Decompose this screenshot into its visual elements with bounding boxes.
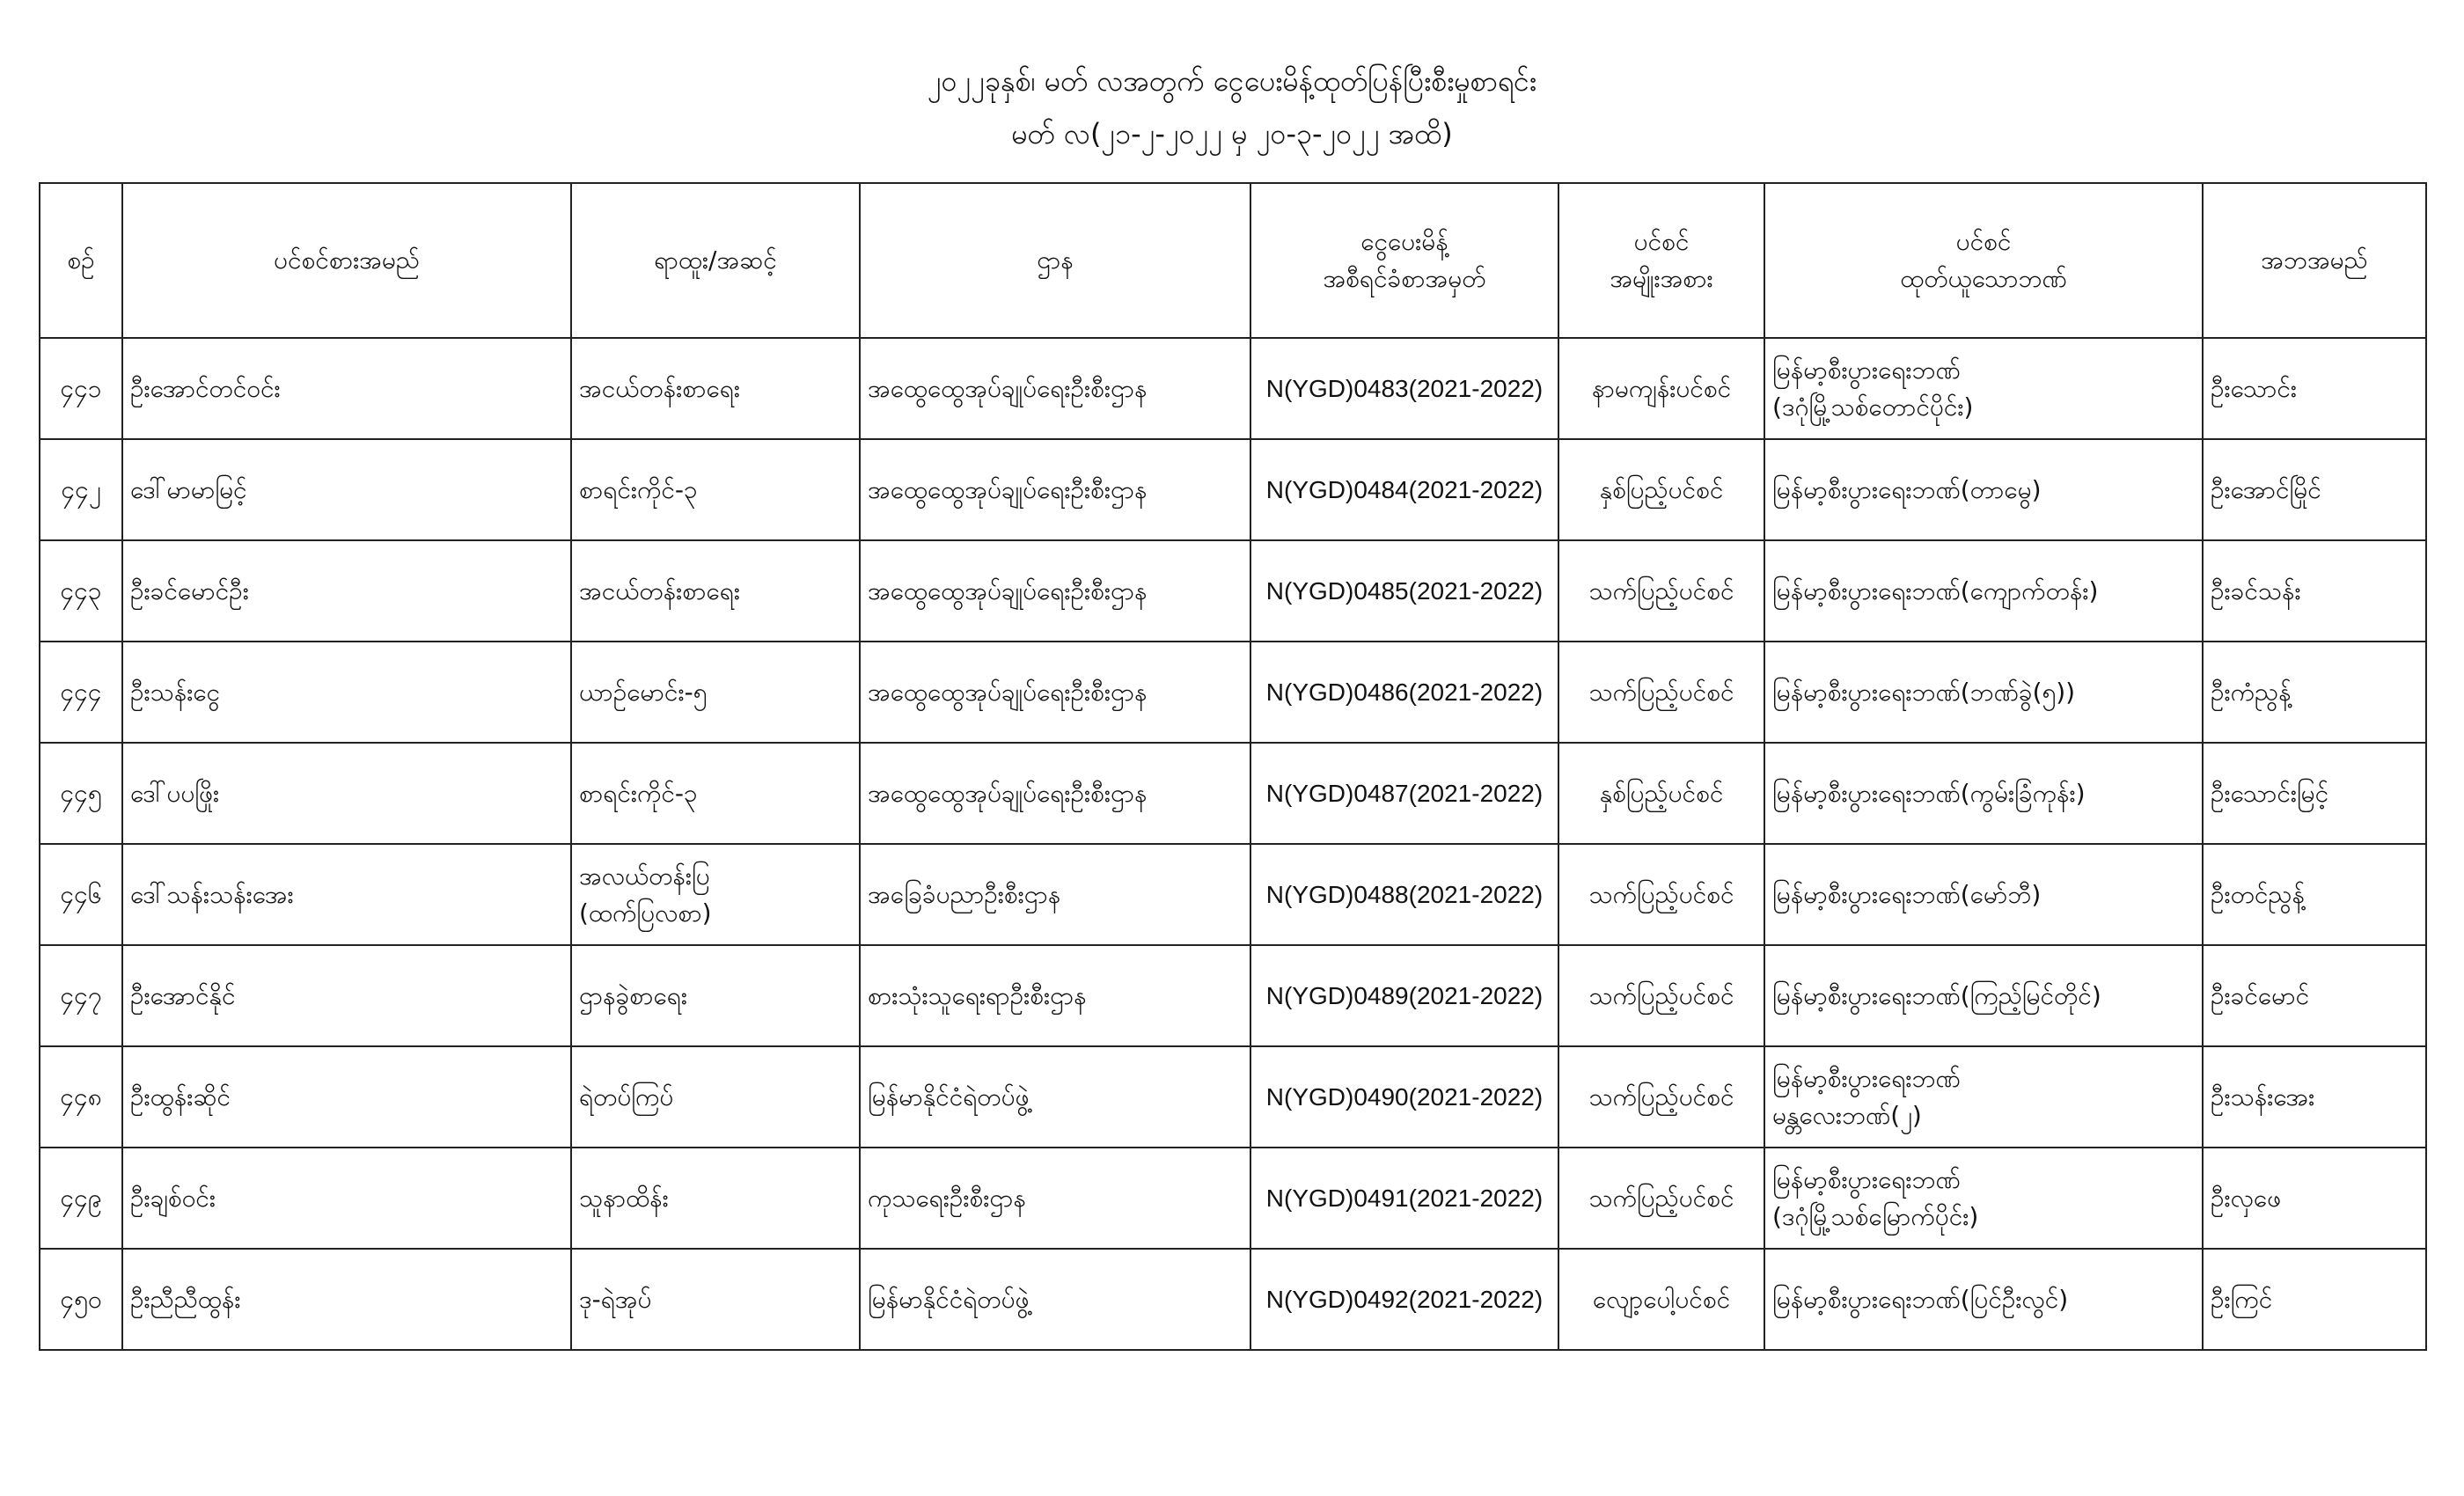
cell-order-number: N(YGD)0487(2021-2022) xyxy=(1250,743,1558,844)
cell-rank: ဒု-ရဲအုပ် xyxy=(571,1249,860,1350)
pension-table xyxy=(39,182,2427,1351)
cell-bank: မြန်မာ့စီးပွားရေးဘဏ်(ကြည့်မြင်တိုင်) xyxy=(1764,945,2203,1046)
cell-department: အခြေခံပညာဦးစီးဌာန xyxy=(860,844,1250,945)
cell-father-name: ဦးကံညွန့် xyxy=(2203,642,2426,743)
cell-department: အထွေထွေအုပ်ချုပ်ရေးဦးစီးဌာန xyxy=(860,439,1250,540)
title-line-2: မတ် လ(၂၁-၂-၂၀၂၂ မှ ၂၀-၃-၂၀၂၂ အထိ) xyxy=(1011,117,1453,150)
cell-rank: အငယ်တန်းစာရေး xyxy=(571,540,860,642)
table-row xyxy=(40,844,2426,945)
cell-rank: အငယ်တန်းစာရေး xyxy=(571,338,860,439)
cell-pensioner-name: ဒေါ်မာမာမြင့် xyxy=(122,439,571,540)
table-row xyxy=(40,338,2426,439)
header-no: စဉ် xyxy=(40,183,122,338)
table-header-row xyxy=(40,183,2426,338)
header-order-number: ငွေပေးမိန့် အစီရင်ခံစာအမှတ် xyxy=(1250,183,1558,338)
table-row xyxy=(40,945,2426,1046)
cell-order-number: N(YGD)0488(2021-2022) xyxy=(1250,844,1558,945)
header-pension-type: ပင်စင် အမျိုးအစား xyxy=(1558,183,1764,338)
cell-order-number: N(YGD)0485(2021-2022) xyxy=(1250,540,1558,642)
cell-pension-type: သက်ပြည့်ပင်စင် xyxy=(1558,642,1764,743)
cell-department: အထွေထွေအုပ်ချုပ်ရေးဦးစီးဌာန xyxy=(860,540,1250,642)
cell-father-name: ဦးသန်းအေး xyxy=(2203,1046,2426,1148)
cell-pensioner-name: ဦးအောင်နိုင် xyxy=(122,945,571,1046)
cell-bank: မြန်မာ့စီးပွားရေးဘဏ်(ပြင်ဦးလွင်) xyxy=(1764,1249,2203,1350)
cell-department: အထွေထွေအုပ်ချုပ်ရေးဦးစီးဌာန xyxy=(860,338,1250,439)
cell-pensioner-name: ဦးခင်မောင်ဦး xyxy=(122,540,571,642)
cell-father-name: ဦးကြင် xyxy=(2203,1249,2426,1350)
cell-row-number: ၄၄၅ xyxy=(40,743,122,844)
cell-bank: မြန်မာ့စီးပွားရေးဘဏ်(တာမွေ) xyxy=(1764,439,2203,540)
cell-bank: မြန်မာ့စီးပွားရေးဘဏ် မန္တလေးဘဏ်(၂) xyxy=(1764,1046,2203,1148)
cell-department: မြန်မာနိုင်ငံရဲတပ်ဖွဲ့ xyxy=(860,1046,1250,1148)
cell-rank: ရဲတပ်ကြပ် xyxy=(571,1046,860,1148)
cell-pensioner-name: ဦးချစ်ဝင်း xyxy=(122,1148,571,1249)
cell-pension-type: နှစ်ပြည့်ပင်စင် xyxy=(1558,439,1764,540)
cell-pension-type: သက်ပြည့်ပင်စင် xyxy=(1558,540,1764,642)
cell-pensioner-name: ဒေါ်သန်းသန်းအေး xyxy=(122,844,571,945)
cell-father-name: ဦးသောင်း xyxy=(2203,338,2426,439)
cell-pensioner-name: ဒေါ်ပပဖြိုး xyxy=(122,743,571,844)
cell-pension-type: သက်ပြည့်ပင်စင် xyxy=(1558,1148,1764,1249)
cell-bank: မြန်မာ့စီးပွားရေးဘဏ်(ကွမ်းခြံကုန်း) xyxy=(1764,743,2203,844)
cell-bank: မြန်မာ့စီးပွားရေးဘဏ် (ဒဂုံမြို့သစ်မြောက်ပိုင်း) xyxy=(1764,1148,2203,1249)
cell-row-number: ၄၄၇ xyxy=(40,945,122,1046)
header-department: ဌာန xyxy=(860,183,1250,338)
cell-rank: အလယ်တန်းပြ (ထက်ပြလစာ) xyxy=(571,844,860,945)
cell-order-number: N(YGD)0491(2021-2022) xyxy=(1250,1148,1558,1249)
title-line-1: ၂၀၂၂ခုနှစ်၊ မတ် လအတွက် ငွေပေးမိန့်ထုတ်ပြန်ပြီးစီးမှုစာရင်း xyxy=(927,64,1537,98)
cell-order-number: N(YGD)0486(2021-2022) xyxy=(1250,642,1558,743)
cell-row-number: ၄၄၂ xyxy=(40,439,122,540)
cell-father-name: ဦးအောင်မြိုင် xyxy=(2203,439,2426,540)
cell-department: ကုသရေးဦးစီးဌာန xyxy=(860,1148,1250,1249)
cell-father-name: ဦးလှဖေ xyxy=(2203,1148,2426,1249)
cell-row-number: ၄၄၈ xyxy=(40,1046,122,1148)
cell-father-name: ဦးခင်သန်း xyxy=(2203,540,2426,642)
cell-order-number: N(YGD)0492(2021-2022) xyxy=(1250,1249,1558,1350)
cell-pensioner-name: ဦးအောင်တင်ဝင်း xyxy=(122,338,571,439)
cell-department: မြန်မာနိုင်ငံရဲတပ်ဖွဲ့ xyxy=(860,1249,1250,1350)
cell-rank: ယာဉ်မောင်း-၅ xyxy=(571,642,860,743)
cell-pension-type: နာမကျန်းပင်စင် xyxy=(1558,338,1764,439)
cell-order-number: N(YGD)0489(2021-2022) xyxy=(1250,945,1558,1046)
cell-bank: မြန်မာ့စီးပွားရေးဘဏ်(ကျောက်တန်း) xyxy=(1764,540,2203,642)
cell-department: အထွေထွေအုပ်ချုပ်ရေးဦးစီးဌာန xyxy=(860,743,1250,844)
cell-rank: သူနာထိန်း xyxy=(571,1148,860,1249)
table-row xyxy=(40,1148,2426,1249)
table-row xyxy=(40,1249,2426,1350)
table-row xyxy=(40,540,2426,642)
cell-pension-type: နှစ်ပြည့်ပင်စင် xyxy=(1558,743,1764,844)
cell-pensioner-name: ဦးညီညီထွန်း xyxy=(122,1249,571,1350)
cell-pension-type: သက်ပြည့်ပင်စင် xyxy=(1558,844,1764,945)
cell-row-number: ၄၅၀ xyxy=(40,1249,122,1350)
cell-row-number: ၄၄၃ xyxy=(40,540,122,642)
table-row xyxy=(40,642,2426,743)
cell-rank: ဌာနခွဲစာရေး xyxy=(571,945,860,1046)
cell-order-number: N(YGD)0490(2021-2022) xyxy=(1250,1046,1558,1148)
cell-father-name: ဦးသောင်းမြင့် xyxy=(2203,743,2426,844)
table-row xyxy=(40,1046,2426,1148)
cell-pensioner-name: ဦးသန်းငွေ xyxy=(122,642,571,743)
cell-pension-type: သက်ပြည့်ပင်စင် xyxy=(1558,1046,1764,1148)
header-bank: ပင်စင် ထုတ်ယူသောဘဏ် xyxy=(1764,183,2203,338)
cell-pension-type: လျော့ပေါ့ပင်စင် xyxy=(1558,1249,1764,1350)
cell-row-number: ၄၄၄ xyxy=(40,642,122,743)
cell-bank: မြန်မာ့စီးပွားရေးဘဏ်(မော်ဘီ) xyxy=(1764,844,2203,945)
cell-order-number: N(YGD)0483(2021-2022) xyxy=(1250,338,1558,439)
cell-department: စားသုံးသူရေးရာဦးစီးဌာန xyxy=(860,945,1250,1046)
document-title xyxy=(0,55,2464,160)
table-row xyxy=(40,743,2426,844)
cell-rank: စာရင်းကိုင်-၃ xyxy=(571,439,860,540)
header-father-name: အဘအမည် xyxy=(2203,183,2426,338)
header-rank: ရာထူး/အဆင့် xyxy=(571,183,860,338)
cell-row-number: ၄၄၆ xyxy=(40,844,122,945)
cell-father-name: ဦးခင်မောင် xyxy=(2203,945,2426,1046)
cell-bank: မြန်မာ့စီးပွားရေးဘဏ်(ဘဏ်ခွဲ(၅)) xyxy=(1764,642,2203,743)
cell-department: အထွေထွေအုပ်ချုပ်ရေးဦးစီးဌာန xyxy=(860,642,1250,743)
header-name: ပင်စင်စားအမည် xyxy=(122,183,571,338)
cell-order-number: N(YGD)0484(2021-2022) xyxy=(1250,439,1558,540)
cell-pensioner-name: ဦးထွန်းဆိုင် xyxy=(122,1046,571,1148)
cell-bank: မြန်မာ့စီးပွားရေးဘဏ် (ဒဂုံမြို့သစ်တောင်ပိုင်း) xyxy=(1764,338,2203,439)
cell-rank: စာရင်းကိုင်-၃ xyxy=(571,743,860,844)
cell-pension-type: သက်ပြည့်ပင်စင် xyxy=(1558,945,1764,1046)
table-row xyxy=(40,439,2426,540)
cell-father-name: ဦးတင်ညွန့် xyxy=(2203,844,2426,945)
cell-row-number: ၄၄၉ xyxy=(40,1148,122,1249)
cell-row-number: ၄၄၁ xyxy=(40,338,122,439)
